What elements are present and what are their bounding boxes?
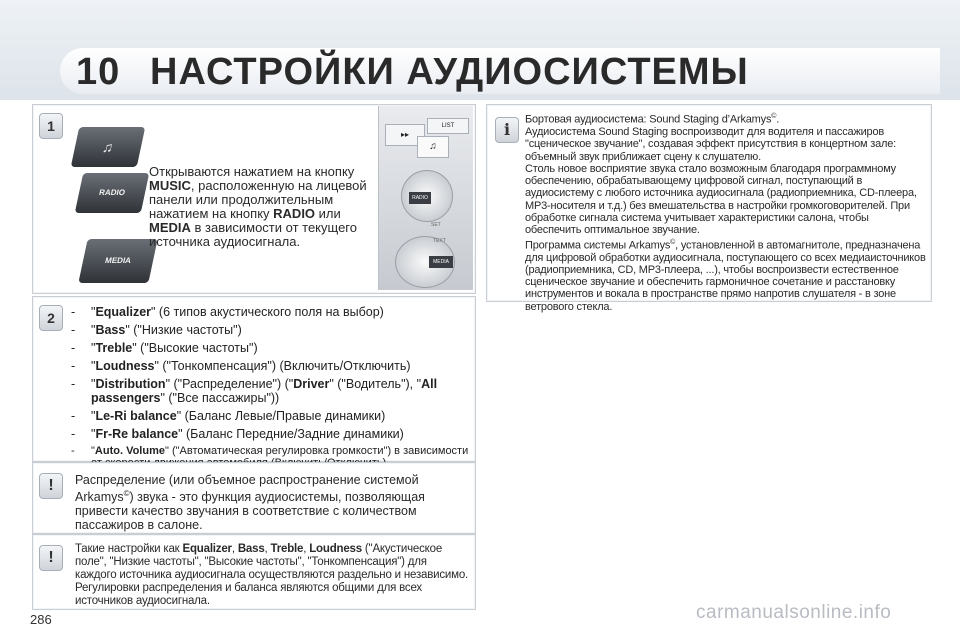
info-text: [525, 111, 927, 313]
page-number: 286: [30, 612, 52, 627]
radio-label: RADIO: [273, 206, 316, 221]
info-title: Бортовая аудиосистема: Sound Staging d’Arkamys©.: [525, 113, 780, 126]
page-header: [0, 0, 960, 100]
list-item: - "Distribution" ("Распределение") ("Driver" ("Водитель"), "All passengers" ("Все пассажиры")): [69, 377, 469, 405]
audio-settings-list: [69, 305, 469, 473]
unit-button-music: ♫: [417, 136, 449, 158]
info-box-arkamys: [486, 104, 932, 313]
chapter-title: НАСТРОЙКИ АУДИОСИСТЕМЫ: [150, 51, 749, 93]
list-item: - "Le-Ri balance" (Баланс Левые/Правые динамики): [69, 409, 469, 423]
media-label: MEDIA: [149, 220, 191, 235]
unit-set-label: SET: [431, 222, 441, 228]
unit-text-label: TEXT: [433, 238, 446, 244]
unit-media-key: MEDIA: [429, 256, 453, 268]
step1-text: Открываются нажатием на кнопку MUSIC, расположенную на лицевой панели или продолжительным нажатием на кнопку RADIO или MEDIA в зависимости от текущего источника аудиосигнала.: [149, 164, 367, 249]
list-item: - "Bass" ("Низкие частоты"): [69, 323, 469, 337]
media-button: MEDIA: [78, 239, 157, 283]
unit-button-next: ▸▸: [385, 124, 425, 146]
list-item: - "Equalizer" (6 типов акустического поля на выбор): [69, 305, 469, 319]
warning-icon: !: [39, 545, 63, 571]
chapter-number: 10: [76, 51, 121, 93]
radio-button: RADIO: [75, 173, 150, 213]
unit-radio-key: RADIO: [409, 192, 431, 204]
note-box-distribution: [32, 462, 476, 534]
list-item: - "Treble" ("Высокие частоты"): [69, 341, 469, 355]
note1-text: Распределение (или объемное распространение системой Arkamys©) звука - это функция аудиосистемы, позволяющая привести качество звучания в соответствие с количеством пассажиров в салоне.: [75, 473, 425, 533]
warning-icon: !: [39, 473, 63, 499]
head-unit-illustration: [378, 106, 473, 290]
list-item: - "Auto. Volume" ("Автоматическая регулировка громкости") в зависимости: [69, 445, 469, 469]
note-box-settings: [32, 534, 476, 610]
music-label: MUSIC: [149, 178, 191, 193]
step-badge-2: 2: [39, 305, 63, 331]
list-item: - "Fr-Re balance" (Баланс Передние/Задние динамики): [69, 427, 469, 441]
note2-text: Такие настройки как Equalizer, Bass, Treble, Loudness ("Акустическое поле", "Низкие частоты", "Высокие частоты", "Тонкомпенсация") для каждого источника аудиосигнала осуществляются раздельно и независимо. Регулировки распределения и баланса являются общими для всех источников аудиосигнала.: [75, 543, 469, 607]
music-button: [71, 127, 146, 167]
step-badge-1: 1: [39, 113, 63, 139]
info-paragraph-1: Аудиосистема Sound Staging воспроизводит для водителя и пассажиров "сценическое звучание", создавая эффект присутствия в концертном зале: объемный звук приближает сцену к слушателю.: [525, 125, 896, 163]
unit-button-list: LIST: [427, 118, 469, 134]
info-paragraph-2: Столь новое восприятие звука стало возможным благодаря программному обеспечению, обрабатывающему цифровой сигнал, поступающий в аудиосистему с любого источника аудиосигнала (радиоприемника, CD-плеера, MP3-носителя и т.д.) без вмешательства в настройки громкоговорителей. При обработке сигнала система учитывает характеристики салона, чтобы обеспечить оптимальное звучание.: [525, 162, 917, 237]
music-note-icon: ♫: [101, 139, 115, 155]
info-paragraph-3: Программа системы Arkamys©, установленной в автомагнитоле, предназначена для цифровой обработки аудиосигнала, поступающего со всех медиаисточников (радиоприемника, CD, MP3-плеера, ...), чтобы воспроизвести естественное сценическое звучание и обеспечить гармоничное сочетание и расстановку инструментов и вокала в пространстве прямо напротив слушателя - в зоне ветрового стекла.: [525, 238, 926, 313]
step2-box: [32, 296, 476, 462]
watermark: carmanualsonline.info: [696, 602, 892, 623]
info-icon: i: [495, 117, 519, 143]
list-item: - "Loudness" ("Тонкомпенсация") (Включить/Отключить): [69, 359, 469, 373]
